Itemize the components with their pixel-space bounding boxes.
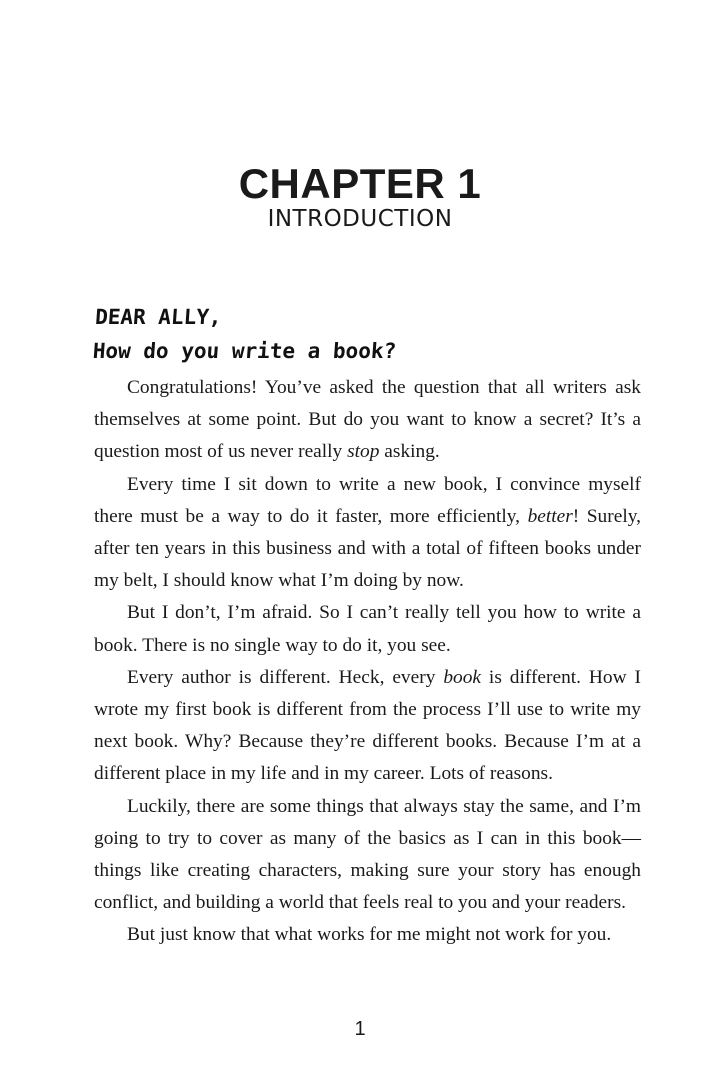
text-run: Luckily, there are some things that always stay the same, and I’m going to try to cover as many of the basics as I can in this book—things like creating characters, making sure your story has enough conflict, and building a world that feels real to you and your readers. — [94, 795, 641, 914]
body-text — [94, 372, 641, 952]
paragraph — [94, 372, 641, 469]
paragraph — [94, 469, 641, 598]
question-heading: How do you write a book? — [91, 339, 398, 363]
text-run: asking. — [379, 441, 440, 463]
emphasis-text: better — [527, 505, 573, 527]
text-run: But I don’t, I’m afraid. So I can’t really tell you how to write a book. There is no single way to do it, you see. — [94, 602, 641, 656]
greeting: DEAR ALLY, — [94, 305, 223, 329]
emphasis-text: stop — [347, 441, 380, 463]
emphasis-text: book — [443, 666, 482, 688]
paragraph — [94, 597, 641, 661]
text-run: Every time I sit down to write a new book, I convince myself there must be a way to do it faster, more efficiently, — [94, 473, 641, 527]
paragraph — [94, 662, 641, 791]
letter-salutation — [92, 300, 400, 368]
text-run: Congratulations! You’ve asked the question that all writers ask themselves at some point. But do you want to know a secret? It’s a question most of us never really — [94, 377, 641, 463]
paragraph — [94, 919, 641, 951]
page-number: 1 — [354, 1018, 366, 1040]
chapter-title: CHAPTER 1 — [238, 160, 482, 207]
text-run: But just know that what works for me might not work for you. — [127, 924, 612, 946]
text-run: ! Surely, after ten years in this business and with a total of fifteen books under my belt, I should know what I’m doing by now. — [94, 505, 641, 592]
text-run: is different. How I wrote my first book is different from the process I’ll use to write my next book. Why? Because they’re different books. Because I’m at a different place in my life and in my career. Lots of reasons. — [94, 666, 641, 785]
text-run: Every author is different. Heck, every — [127, 666, 444, 688]
chapter-subtitle: INTRODUCTION — [267, 206, 453, 232]
paragraph — [94, 791, 641, 920]
